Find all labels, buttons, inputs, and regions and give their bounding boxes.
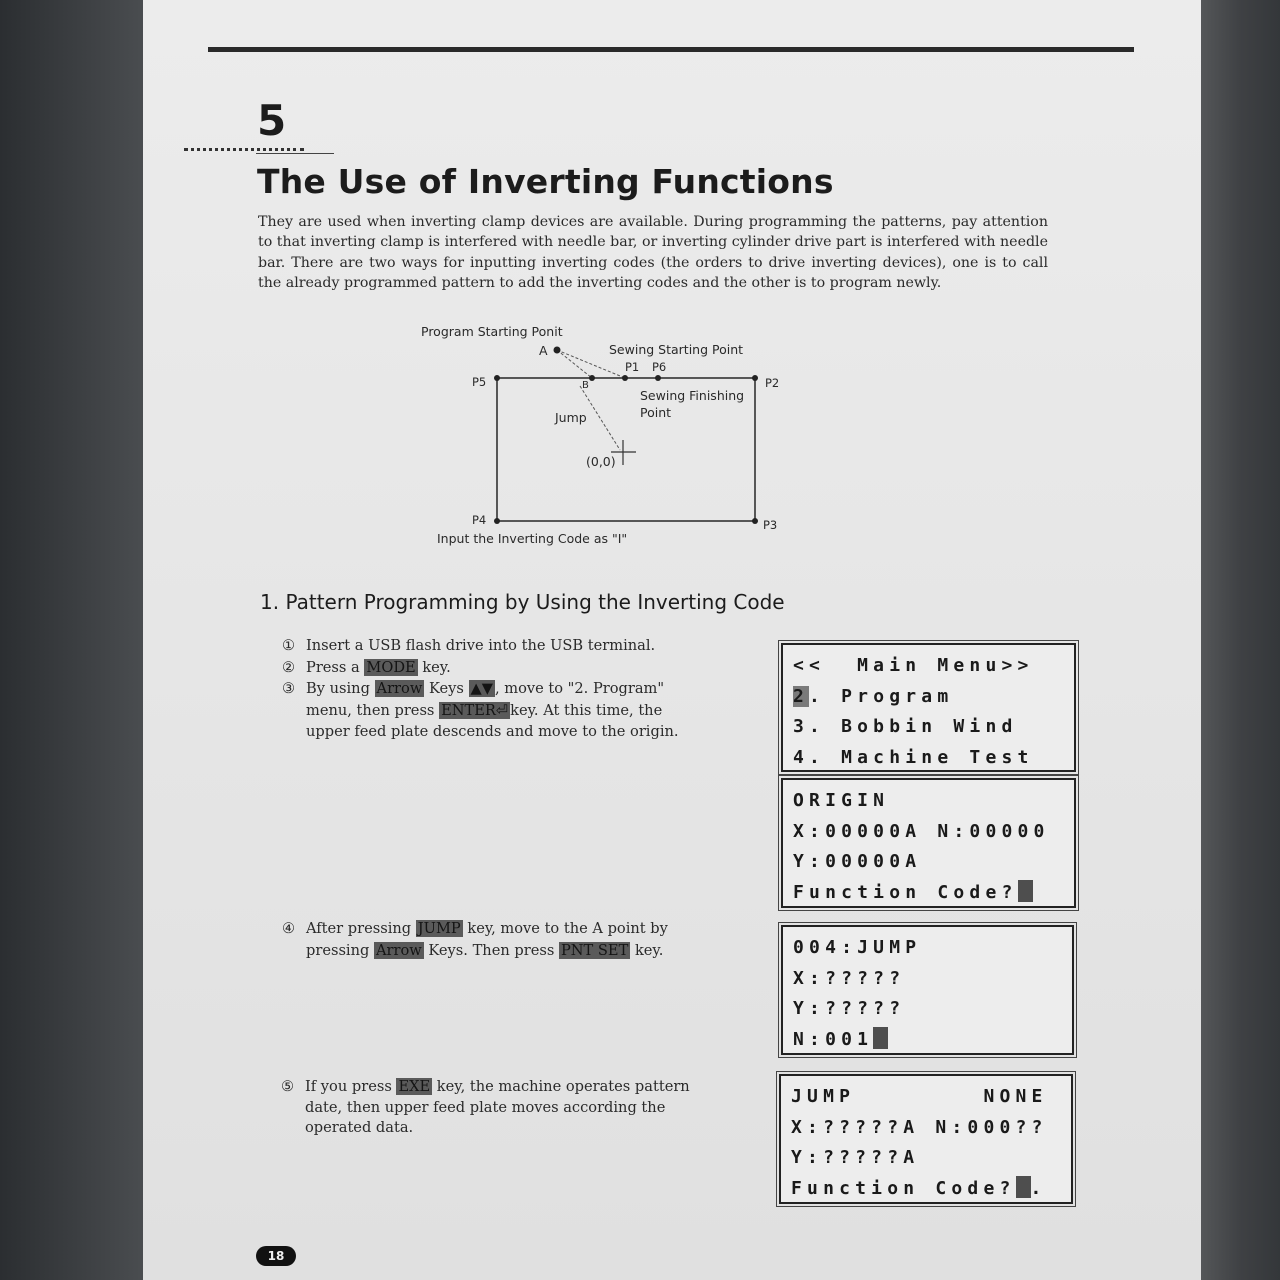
- lcd-cursor: [1016, 1176, 1031, 1198]
- point-p5-marker: [494, 375, 500, 381]
- jump-key: JUMP: [417, 920, 461, 937]
- step-5-line2: date, then upper feed plate moves according the: [305, 1098, 666, 1116]
- point-a-marker: [554, 347, 561, 354]
- lcd-origin-function-label: Function Code?: [793, 881, 1018, 903]
- lcd-main-menu-title: << Main Menu>>: [793, 655, 1034, 676]
- lcd-jump-n-label: N:001: [793, 1028, 874, 1050]
- lcd-jump-title: 004:JUMP: [793, 937, 922, 958]
- step-5-line3: operated data.: [305, 1119, 414, 1136]
- lcd-main-menu-program: [793, 682, 1064, 713]
- step-3-pre: By using: [306, 680, 370, 697]
- label-point-b: B: [582, 380, 589, 391]
- step-4-pre: After pressing: [306, 920, 412, 937]
- lcd-origin: [781, 778, 1076, 908]
- lcd-jump: [781, 925, 1074, 1055]
- lcd-origin-y: Y:00000A: [793, 851, 922, 872]
- jump-path-a-p1: [557, 350, 592, 378]
- label-sewing-finish-1: Sewing Finishing: [640, 388, 745, 403]
- chapter-underline: [256, 153, 334, 154]
- step-3-number: ③: [282, 680, 296, 697]
- lcd-origin-function: [793, 878, 1064, 909]
- steps-1-3: [282, 635, 722, 743]
- mode-key: MODE: [366, 658, 416, 676]
- lcd-origin-x: X:00000A N:00000: [793, 820, 1050, 842]
- step-3-mid1: Keys: [428, 680, 464, 697]
- point-p2-marker: [752, 375, 758, 381]
- step-5: [281, 1077, 721, 1139]
- lcd-cursor: [873, 1027, 888, 1049]
- step-5-number: ⑤: [281, 1078, 295, 1095]
- step-3-mid2: , move to "2. Program": [494, 680, 665, 697]
- lcd-jump-x: X:?????: [793, 967, 906, 989]
- diagram-caption: Input the Inverting Code as "I": [437, 531, 628, 546]
- page-number: 18: [256, 1246, 296, 1266]
- pnt-set-key: PNT SET: [560, 941, 629, 959]
- step-3: [282, 678, 722, 700]
- label-program-start: Program Starting Ponit: [421, 324, 563, 339]
- section-title: The Use of Inverting Functions: [257, 162, 834, 201]
- step-1-number: ①: [282, 637, 296, 654]
- lcd-jump-none: [779, 1074, 1073, 1204]
- lcd-main-menu: [781, 643, 1076, 772]
- intro-paragraph: They are used when inverting clamp devices are available. During programming the patterns, pay attention to that inverting clamp is interfered with needle bar, or inverting cylinder drive part is interfered with needle bar. There are two ways for inputting inverting codes (the orders to drive inverting devices), one is to call the already programmed pattern to add the inverting codes and the other is to program newly.: [258, 214, 1048, 292]
- chapter-number: 5: [257, 96, 287, 145]
- lcd-origin-title: ORIGIN: [793, 790, 890, 811]
- enter-key-label: ENTER: [441, 701, 496, 719]
- step-2-pre: Press a: [306, 658, 360, 676]
- step-1: [282, 635, 722, 657]
- lcd-jump-none-function-label: Function Code?: [791, 1177, 1016, 1199]
- label-sewing-start: Sewing Starting Point: [609, 342, 744, 357]
- label-p5: P5: [472, 375, 487, 389]
- label-origin: (0,0): [586, 454, 616, 469]
- arrow-key-2: Arrow: [375, 941, 422, 959]
- exe-key: EXE: [398, 1078, 431, 1095]
- step-4-line2-pre: pressing: [306, 941, 370, 959]
- lcd-main-menu-machine-test: 4. Machine Test: [793, 746, 1034, 768]
- lcd-jump-n: [793, 1025, 1062, 1056]
- lcd-jump-none-title: JUMP NONE: [791, 1086, 1048, 1107]
- point-sewing-finish-marker: [655, 375, 661, 381]
- label-p3: P3: [763, 518, 778, 532]
- top-rule: [208, 47, 1134, 52]
- step-3-line3: upper feed plate descends and move to the origin.: [306, 723, 679, 740]
- label-jump: Jump: [555, 410, 587, 425]
- step-4-mid2: Keys. Then press: [428, 941, 555, 959]
- step-4-post: key.: [634, 941, 664, 959]
- point-p4-marker: [494, 518, 500, 524]
- subsection-heading: 1. Pattern Programming by Using the Inverting Code: [260, 590, 785, 614]
- step-2-post: key.: [422, 658, 451, 676]
- lcd-main-menu-bobbin: 3. Bobbin Wind: [793, 716, 1018, 737]
- step-3-line2: [282, 700, 722, 722]
- step-3-line2-pre: menu, then press: [306, 701, 435, 719]
- lcd-jump-none-x: X:?????A N:000??: [791, 1116, 1048, 1138]
- label-p1: P1: [625, 360, 640, 374]
- step-5-pre: If you press: [305, 1078, 392, 1095]
- lcd-selected-number: 2: [793, 685, 810, 707]
- lcd-program-label: . Program: [809, 685, 954, 707]
- step-2: [282, 657, 722, 679]
- label-p2: P2: [765, 376, 780, 390]
- point-p3-marker: [752, 518, 758, 524]
- lcd-jump-y: Y:?????: [793, 998, 906, 1019]
- enter-icon: ⏎: [495, 701, 509, 719]
- label-sewing-finish-2: Point: [640, 405, 672, 420]
- label-point-a: A: [539, 343, 548, 358]
- lcd-cursor: [1018, 880, 1033, 902]
- step-3-line2-post: key. At this time, the: [510, 701, 663, 719]
- step-5-mid1: key, the machine operates pattern: [436, 1078, 690, 1095]
- point-p1-marker: [589, 375, 595, 381]
- label-p4: P4: [472, 513, 487, 527]
- step-4-number: ④: [282, 920, 296, 937]
- point-p6-marker: [622, 375, 628, 381]
- lcd-jump-none-function: [791, 1174, 1061, 1205]
- label-p6: P6: [652, 360, 667, 374]
- step-4: [282, 918, 722, 961]
- arrow-key: Arrow: [376, 680, 423, 697]
- up-down-arrow-icon: ▲▼: [470, 680, 493, 697]
- enter-key: [439, 702, 510, 719]
- lcd-trail-dot: .: [1030, 1177, 1047, 1199]
- step-1-text: Insert a USB flash drive into the USB terminal.: [306, 637, 656, 654]
- chapter-dotted-rule: [184, 148, 304, 151]
- step-2-number: ②: [282, 658, 296, 676]
- step-4-mid1: key, move to the A point by: [467, 920, 668, 937]
- lcd-jump-none-y: Y:?????A: [791, 1147, 920, 1168]
- inverting-diagram: [420, 320, 800, 560]
